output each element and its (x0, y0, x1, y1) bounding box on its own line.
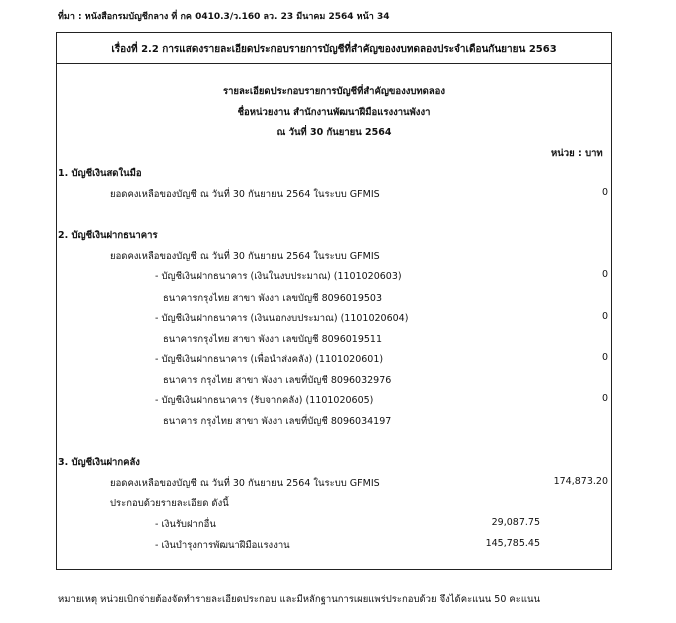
footnote: หมายเหตุ หน่วยเบิกจ่ายต้องจัดทำรายละเอียดประกอบ และมีหลักฐานการเผยแพร่ประกอบด้วย จึงได้คะแนน 50 คะแนน (58, 594, 540, 605)
section2-item-amount: 0 (601, 269, 608, 280)
section3-line: ยอดคงเหลือของบัญชี ณ วันที่ 30 กันยายน 2564 ในระบบ GFMIS (110, 478, 380, 489)
section3-detail-label: - เงินบำรุงการพัฒนาฝีมือแรงงาน (155, 540, 290, 551)
section2-item-amount: 0 (601, 352, 608, 363)
section3-detail-amount: 145,785.45 (485, 538, 540, 549)
section3-title: 3. บัญชีเงินฝากคลัง (58, 457, 140, 468)
section2-item-bank: ธนาคาร กรุงไทย สาขา พังงา เลขที่บัญชี 8096032976 (163, 375, 392, 386)
section2-item-label: - บัญชีเงินฝากธนาคาร (เงินในงบประมาณ) (1101020603) (155, 271, 402, 282)
table-title: เรื่องที่ 2.2 การแสดงรายละเอียดประกอบรายการบัญชีที่สำคัญของงบทดลองประจำเดือนกันยายน 2563 (111, 44, 557, 55)
section1-amount: 0 (601, 187, 608, 198)
report-heading-3: ณ วันที่ 30 กันยายน 2564 (276, 127, 392, 138)
report-heading-2: ชื่อหน่วยงาน สำนักงานพัฒนาฝีมือแรงงานพังงา (237, 107, 431, 118)
report-heading-1: รายละเอียดประกอบรายการบัญชีที่สำคัญของงบทดลอง (222, 86, 446, 97)
unit-label: หน่วย : บาท (551, 148, 603, 159)
section2-item-bank: ธนาคารกรุงไทย สาขา พังงา เลขบัญชี 8096019511 (163, 334, 383, 345)
section2-item-amount: 0 (601, 393, 608, 404)
section3-detail-label: ประกอบด้วยรายละเอียด ดังนี้ (110, 498, 229, 509)
section3-detail-label: - เงินรับฝากอื่น (155, 519, 216, 530)
section2-item-bank: ธนาคาร กรุงไทย สาขา พังงา เลขที่บัญชี 8096034197 (163, 416, 392, 427)
section2-item-bank: ธนาคารกรุงไทย สาขา พังงา เลขบัญชี 8096019503 (163, 293, 383, 304)
section2-item-amount: 0 (601, 311, 608, 322)
section2-title: 2. บัญชีเงินฝากธนาคาร (58, 230, 158, 241)
section1-line: ยอดคงเหลือของบัญชี ณ วันที่ 30 กันยายน 2564 ในระบบ GFMIS (110, 189, 380, 200)
source-line: ที่มา : หนังสือกรมบัญชีกลาง ที่ กค 0410.3/ว.160 ลว. 23 มีนาคม 2564 หน้า 34 (58, 12, 390, 22)
section2-line: ยอดคงเหลือของบัญชี ณ วันที่ 30 กันยายน 2564 ในระบบ GFMIS (110, 251, 380, 262)
section3-amount: 174,873.20 (553, 476, 608, 487)
section2-item-label: - บัญชีเงินฝากธนาคาร (เงินนอกงบประมาณ) (1101020604) (155, 313, 409, 324)
section2-item-label: - บัญชีเงินฝากธนาคาร (รับจากคลัง) (1101020605) (155, 395, 374, 406)
section3-detail-amount: 29,087.75 (491, 517, 540, 528)
section2-item-label: - บัญชีเงินฝากธนาคาร (เพื่อนำส่งคลัง) (1101020601) (155, 354, 384, 365)
section1-title: 1. บัญชีเงินสดในมือ (58, 168, 142, 179)
